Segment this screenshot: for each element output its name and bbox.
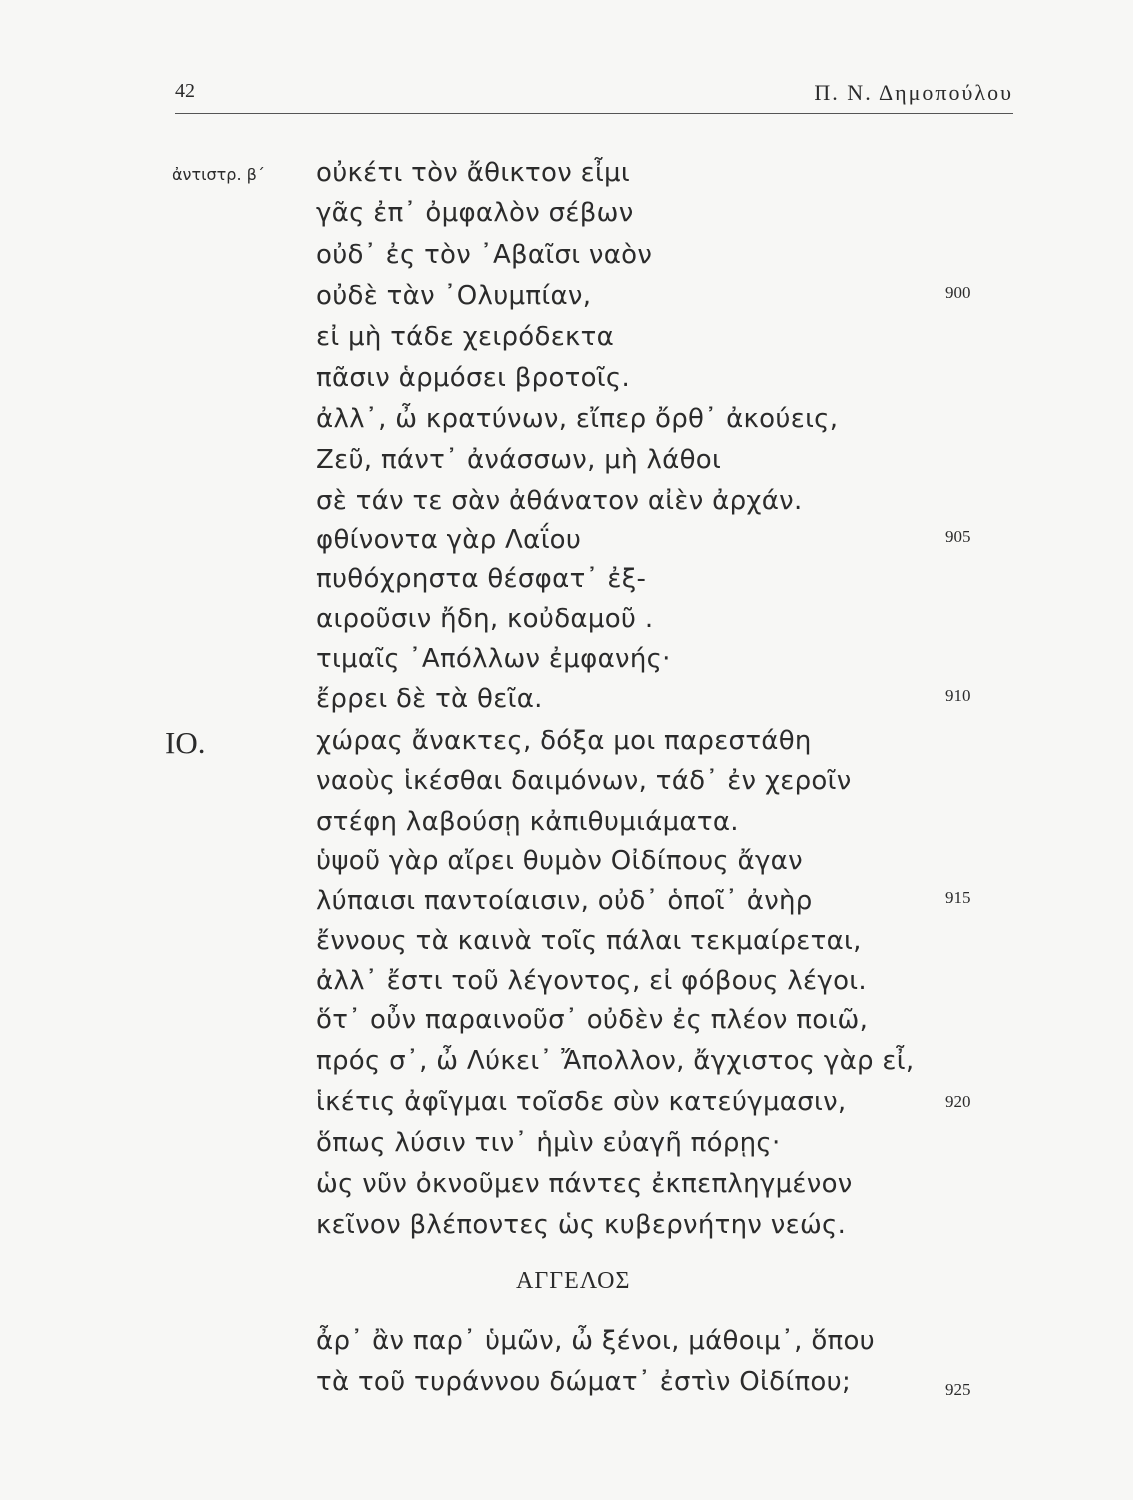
verse-line: γᾶς ἐπ᾽ ὀμφαλὸν σέβων <box>316 198 634 228</box>
verse-line: Ζεῦ, πάντ᾽ ἀνάσσων, μὴ λάθοι <box>316 445 722 475</box>
verse-line: ἀλλ᾽, ὦ κρατύνων, εἴπερ ὄρθ᾽ ἀκούεις, <box>316 404 839 434</box>
verse-line: στέφη λαβούσῃ κἀπιθυμιάματα. <box>316 807 739 837</box>
verse-line: ναοὺς ἱκέσθαι δαιμόνων, τάδ᾽ ἐν χεροῖν <box>316 766 852 796</box>
header-rule <box>175 113 1013 114</box>
verse-line: λύπαισι παντοίαισιν, οὐδ᾽ ὁποῖ᾽ ἀνὴρ <box>316 886 813 916</box>
line-number: 905 <box>945 527 971 546</box>
verse-line: ἆρ᾽ ἂν παρ᾽ ὑμῶν, ὦ ξένοι, μάθοιμ᾽, ὅπου <box>316 1326 876 1356</box>
verse-line: τὰ τοῦ τυράννου δώματ᾽ ἐστὶν Οἰδίπου; <box>316 1367 852 1397</box>
verse-line: αιροῦσιν ἤδη, κοὐδαμοῦ . <box>316 604 654 634</box>
line-number: 920 <box>945 1092 971 1111</box>
verse-line: χώρας ἄνακτες, δόξα μοι παρεστάθη <box>316 726 812 756</box>
line-number: 915 <box>945 888 971 907</box>
line-number: 925 <box>945 1380 971 1399</box>
verse-line: ἔννους τὰ καινὰ τοῖς πάλαι τεκμαίρεται, <box>316 926 862 956</box>
verse-line: τιμαῖς ᾽Απόλλων ἐμφανής· <box>316 644 671 674</box>
verse-line: οὐκέτι τὸν ἄθικτον εἶμι <box>316 158 630 188</box>
page-header <box>175 80 1013 120</box>
antistrophe-label: ἀντιστρ. β΄ <box>172 165 265 184</box>
verse-line: φθίνοντα γὰρ Λαΐου <box>316 525 582 555</box>
verse-line: οὐδὲ τὰν ᾽Ολυμπίαν, <box>316 281 592 311</box>
running-head: Π. Ν. Δημοπούλου <box>814 80 1013 105</box>
verse-line: ὑψοῦ γὰρ αἴρει θυμὸν Οἰδίπους ἄγαν <box>316 846 803 876</box>
verse-line: εἰ μὴ τάδε χειρόδεκτα <box>316 322 615 352</box>
verse-line: πυθόχρηστα θέσφατ᾽ ἐξ- <box>316 564 647 594</box>
verse-line: κεῖνον βλέποντες ὡς κυβερνήτην νεώς. <box>316 1210 847 1240</box>
page-number: 42 <box>175 80 195 102</box>
verse-line: ἀλλ᾽ ἔστι τοῦ λέγοντος, εἰ φόβους λέγοι. <box>316 966 867 996</box>
verse-line: πρός σ᾽, ὦ Λύκει᾽ Ἄπολλον, ἄγχιστος γὰρ εἶ, <box>316 1046 915 1076</box>
verse-line: ἔρρει δὲ τὰ θεῖα. <box>316 684 543 714</box>
speaker-heading: ΑΓΓΕΛΟΣ <box>516 1268 631 1294</box>
speaker-marker: ΙΟ. <box>165 725 206 760</box>
verse-line: σὲ τάν τε σὰν ἀθάνατον αἰὲν ἀρχάν. <box>316 486 803 516</box>
verse-line: πᾶσιν ἁρμόσει βροτοῖς. <box>316 363 631 393</box>
verse-line: ὅτ᾽ οὖν παραινοῦσ᾽ οὐδὲν ἐς πλέον ποιῶ, <box>316 1005 869 1035</box>
verse-line: ἱκέτις ἀφῖγμαι τοῖσδε σὺν κατεύγμασιν, <box>316 1087 847 1117</box>
line-number: 910 <box>945 686 971 705</box>
verse-line: ὅπως λύσιν τιν᾽ ἡμὶν εὐαγῆ πόρῃς· <box>316 1128 781 1158</box>
line-number: 900 <box>945 283 971 302</box>
verse-line: ὡς νῦν ὀκνοῦμεν πάντες ἐκπεπληγμένον <box>316 1169 853 1199</box>
verse-line: οὐδ᾽ ἐς τὸν ᾽Αβαῖσι ναὸν <box>316 240 653 270</box>
